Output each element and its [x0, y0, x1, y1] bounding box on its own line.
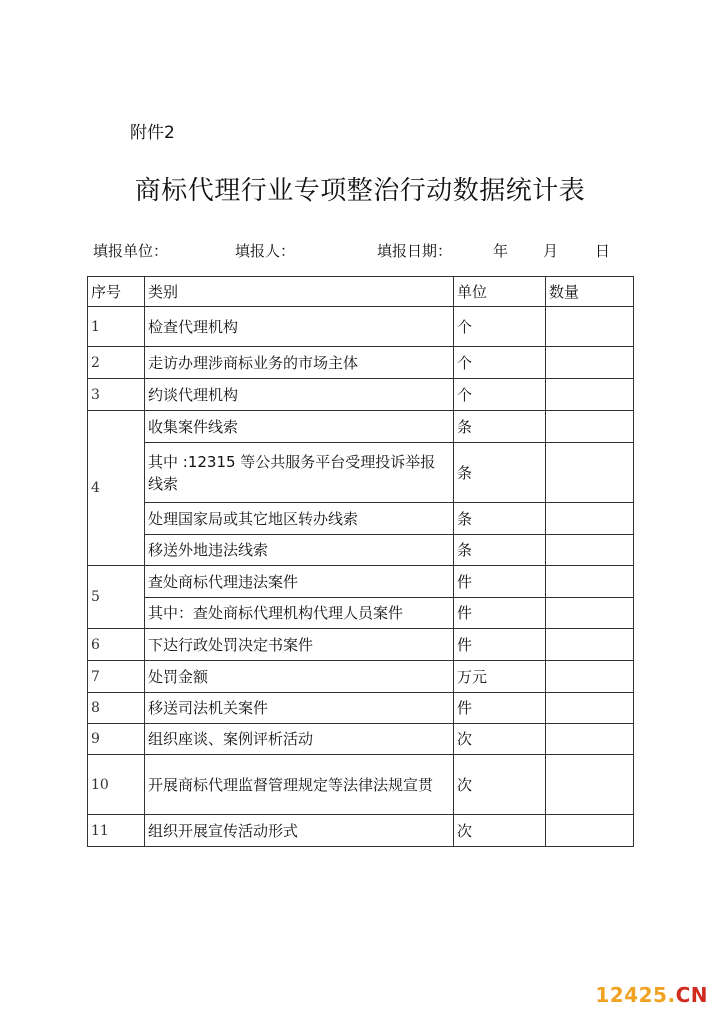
row-no: 10 [88, 755, 145, 815]
row-category: 其中 :12315 等公共服务平台受理投诉举报线索 [145, 443, 454, 503]
row-category: 约谈代理机构 [145, 379, 454, 411]
row-category: 处罚金额 [145, 661, 454, 693]
fill-person-label: 填报人： [235, 242, 296, 260]
row-category: 组织开展宣传活动形式 [145, 815, 454, 847]
row-unit: 条 [454, 535, 546, 566]
row-no: 4 [88, 411, 145, 566]
row-category: 收集案件线索 [145, 411, 454, 443]
row-quantity-cell[interactable] [546, 629, 634, 661]
row-category: 开展商标代理监督管理规定等法律法规宣贯 [145, 755, 454, 815]
row-category: 走访办理涉商标业务的市场主体 [145, 347, 454, 379]
table-row [88, 307, 634, 347]
row-quantity-cell[interactable] [546, 443, 634, 503]
row-no: 1 [88, 307, 145, 347]
row-quantity-cell[interactable] [546, 815, 634, 847]
row-category: 移送外地违法线索 [145, 535, 454, 566]
document-title: 商标代理行业专项整治行动数据统计表 [134, 176, 586, 206]
table-row [88, 629, 634, 661]
header-category: 类别 [145, 277, 454, 307]
row-unit: 次 [454, 815, 546, 847]
row-no: 7 [88, 661, 145, 693]
row-unit: 个 [454, 347, 546, 379]
attachment-label: 附件2 [130, 123, 175, 143]
row-unit: 件 [454, 598, 546, 629]
row-unit: 个 [454, 379, 546, 411]
row-quantity-cell[interactable] [546, 566, 634, 598]
row-quantity-cell[interactable] [546, 411, 634, 443]
row-quantity-cell[interactable] [546, 379, 634, 411]
row-category: 查处商标代理违法案件 [145, 566, 454, 598]
table-row [88, 661, 634, 693]
row-no: 2 [88, 347, 145, 379]
row-unit: 万元 [454, 661, 546, 693]
statistics-table [87, 276, 634, 847]
table-row [88, 755, 634, 815]
table-row [88, 724, 634, 755]
table-row [88, 535, 634, 566]
row-no: 5 [88, 566, 145, 629]
table-row [88, 443, 634, 503]
row-quantity-cell[interactable] [546, 598, 634, 629]
table-row [88, 566, 634, 598]
row-no: 9 [88, 724, 145, 755]
table-row [88, 503, 634, 535]
row-no: 8 [88, 693, 145, 724]
table-row [88, 693, 634, 724]
fill-year-label: 年 [493, 242, 509, 260]
header-unit: 单位 [454, 277, 546, 307]
site-watermark-logo: 12425.CN [595, 983, 708, 1007]
row-no: 6 [88, 629, 145, 661]
row-quantity-cell[interactable] [546, 693, 634, 724]
row-quantity-cell[interactable] [546, 503, 634, 535]
row-unit: 条 [454, 411, 546, 443]
table-row [88, 598, 634, 629]
row-unit: 件 [454, 566, 546, 598]
row-category: 移送司法机关案件 [145, 693, 454, 724]
row-category: 处理国家局或其它地区转办线索 [145, 503, 454, 535]
fill-info-row [93, 240, 623, 264]
row-category: 组织座谈、案例评析活动 [145, 724, 454, 755]
row-quantity-cell[interactable] [546, 307, 634, 347]
row-quantity-cell[interactable] [546, 535, 634, 566]
row-quantity-cell[interactable] [546, 347, 634, 379]
fill-unit-label: 填报单位： [93, 242, 169, 260]
row-quantity-cell[interactable] [546, 755, 634, 815]
header-no: 序号 [88, 277, 145, 307]
row-category: 下达行政处罚决定书案件 [145, 629, 454, 661]
row-unit: 件 [454, 629, 546, 661]
row-no: 11 [88, 815, 145, 847]
table-row [88, 347, 634, 379]
row-category: 检查代理机构 [145, 307, 454, 347]
row-unit: 次 [454, 755, 546, 815]
fill-month-label: 月 [543, 242, 559, 260]
row-unit: 次 [454, 724, 546, 755]
row-unit: 件 [454, 693, 546, 724]
fill-date-label: 填报日期： [377, 242, 453, 260]
table-row [88, 815, 634, 847]
row-quantity-cell[interactable] [546, 724, 634, 755]
row-category: 其中：查处商标代理机构代理人员案件 [145, 598, 454, 629]
table-row [88, 411, 634, 443]
fill-day-label: 日 [595, 242, 611, 260]
row-unit: 条 [454, 503, 546, 535]
row-quantity-cell[interactable] [546, 661, 634, 693]
row-no: 3 [88, 379, 145, 411]
table-header-row [88, 277, 634, 307]
table-row [88, 379, 634, 411]
header-quantity: 数量 [546, 277, 634, 307]
row-unit: 个 [454, 307, 546, 347]
row-unit: 条 [454, 443, 546, 503]
